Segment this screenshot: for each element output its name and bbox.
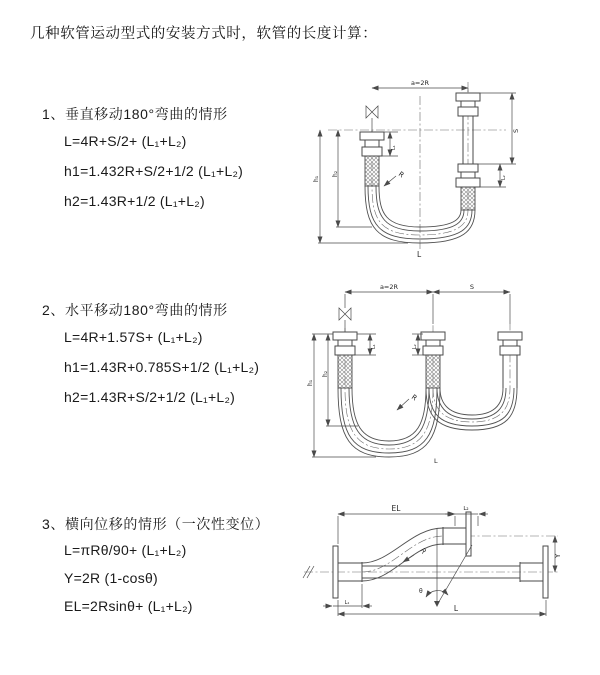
label-h2: h₂: [322, 370, 329, 377]
section-1-formula-3: h2=1.43R+1/2 (L₁+L₂): [64, 193, 205, 209]
centerlines: [304, 536, 560, 572]
section-2-heading: 2、水平移动180°弯曲的情形: [42, 302, 228, 318]
section-1-heading: 1、垂直移动180°弯曲的情形: [42, 106, 228, 122]
label-l1: L₁: [391, 145, 397, 150]
radius-construction: [403, 528, 472, 607]
label-s: S: [469, 283, 475, 291]
label-h1: h₁: [313, 175, 320, 182]
upper-flange: [443, 512, 471, 556]
diagram-vertical-180-bend: [310, 76, 570, 261]
label-r: R: [409, 393, 419, 403]
centerlines: [328, 82, 506, 251]
page-title: 几种软管运动型式的安装方式时，软管的长度计算：: [30, 26, 378, 42]
diagram-lateral-displacement: [296, 498, 596, 648]
label-l: L: [417, 250, 422, 259]
hose-deep-u: [338, 388, 440, 457]
label-r: R: [396, 170, 406, 180]
label-s: S: [512, 128, 520, 133]
label-l: L: [453, 604, 459, 613]
label-h1: h₁: [307, 379, 314, 386]
label-l: L: [434, 457, 438, 465]
label-a2r: a=2R: [410, 79, 430, 87]
middle-fitting: [421, 332, 445, 388]
dimensions: [313, 79, 520, 259]
label-el: EL: [391, 504, 401, 513]
label-theta: θ: [419, 588, 423, 595]
section-3-heading: 3、横向位移的情形（一次性变位）: [42, 516, 270, 532]
section-3-formula-1: L=πRθ/90+ (L₁+L₂): [64, 542, 187, 558]
label-l2: L₂: [463, 506, 469, 512]
displaced-hose: [362, 528, 443, 581]
label-l1: L₁: [344, 600, 350, 606]
label-l2: L₂: [501, 175, 507, 180]
section-1-formula-1: L=4R+S/2+ (L₁+L₂): [64, 133, 187, 149]
label-l2: L₂: [412, 344, 418, 349]
angle-vertex-mark: [434, 601, 440, 607]
section-2-formula-3: h2=1.43R+S/2+1/2 (L₁+L₂): [64, 389, 236, 405]
section-3-formula-2: Y=2R (1-cosθ): [64, 570, 158, 586]
label-l1: L₁: [371, 344, 377, 349]
valve-icon: [339, 308, 351, 332]
dimensions: [307, 283, 510, 465]
dimensions: [323, 504, 562, 616]
section-2-formula-1: L=4R+1.57S+ (L₁+L₂): [64, 329, 203, 345]
diagram-horizontal-180-bend: [306, 278, 586, 468]
label-h2: h₂: [332, 170, 339, 177]
label-r: R: [418, 546, 428, 556]
section-2-formula-2: h1=1.43R+0.785S+1/2 (L₁+L₂): [64, 359, 260, 375]
section-3-formula-3: EL=2Rsinθ+ (L₁+L₂): [64, 598, 193, 614]
label-a2r: a=2R: [379, 283, 399, 291]
label-y: Y: [554, 553, 562, 558]
left-fitting: [360, 132, 384, 186]
valve-icon: [366, 106, 378, 132]
left-fitting: [333, 332, 357, 388]
section-1-formula-2: h1=1.432R+S/2+1/2 (L₁+L₂): [64, 163, 244, 179]
